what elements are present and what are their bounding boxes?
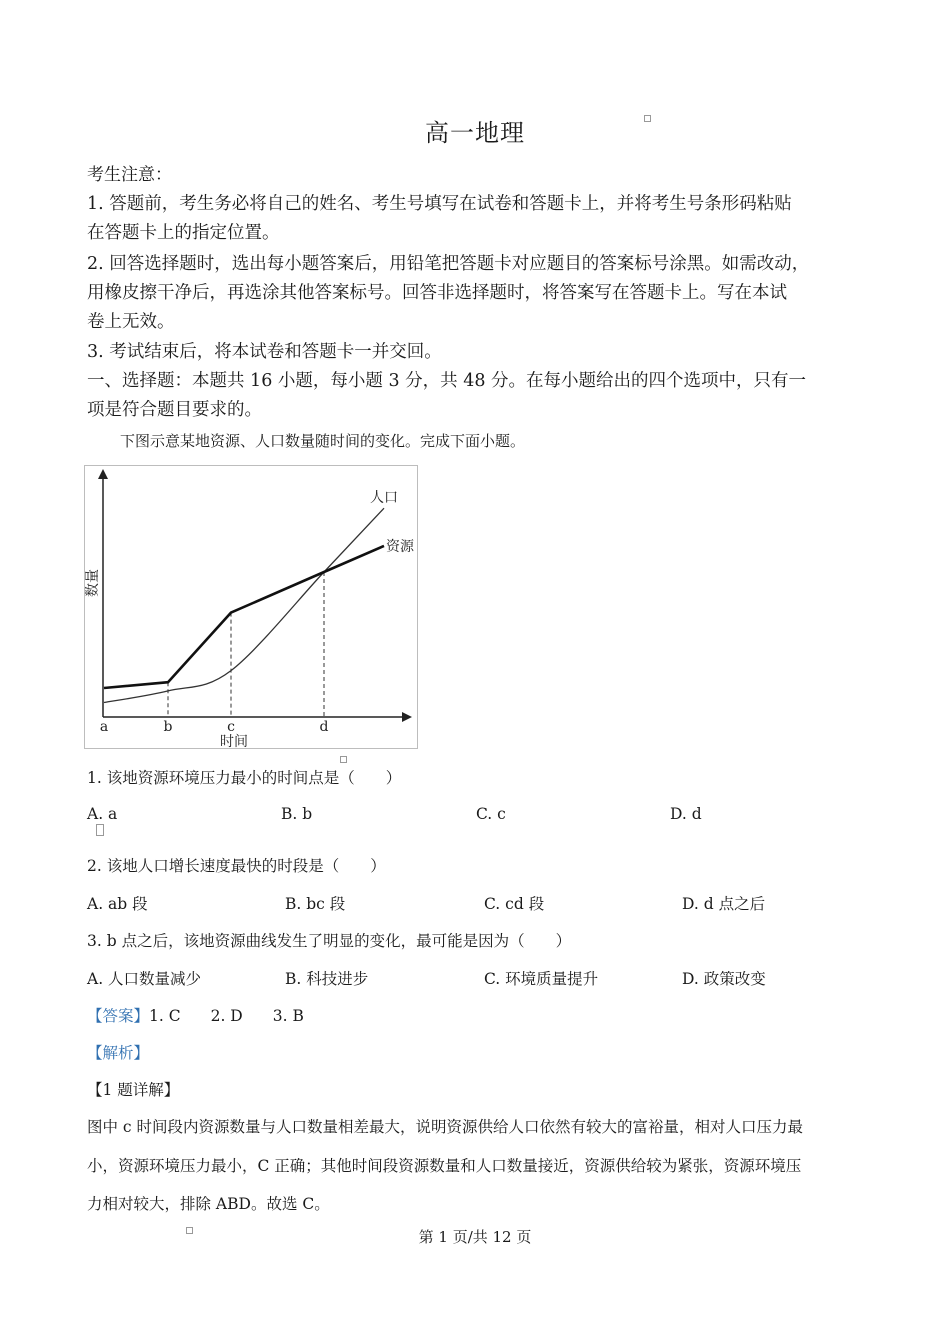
notice-item-2-cont: 用橡皮擦干净后，再选涂其他答案标号。回答非选择题时，将答案写在答题卡上。写在本试 bbox=[87, 283, 787, 303]
artifact-box bbox=[644, 115, 651, 122]
page-footer: 第 1 页/共 12 页 bbox=[418, 1228, 532, 1246]
q3-option-b[interactable]: B. 科技进步 bbox=[285, 970, 369, 988]
question-2-stem: 2. 该地人口增长速度最快的时段是（ ） bbox=[87, 857, 386, 875]
population-curve bbox=[104, 508, 384, 702]
x-tick-b: b bbox=[163, 719, 173, 735]
x-tick-d: d bbox=[319, 719, 329, 735]
q3-option-c[interactable]: C. 环境质量提升 bbox=[484, 970, 599, 988]
question-intro: 下图示意某地资源、人口数量随时间的变化。完成下面小题。 bbox=[120, 432, 526, 450]
q1-option-b[interactable]: B. b bbox=[281, 805, 313, 823]
explanation-line-2: 小，资源环境压力最小，C 正确；其他时间段资源数量和人口数量接近，资源供给较为紧张，资源环境压 bbox=[87, 1157, 802, 1175]
notice-item-2-cont2: 卷上无效。 bbox=[87, 312, 175, 332]
answer-tag: 【答案】 bbox=[87, 1007, 150, 1025]
y-axis-label: 数量 bbox=[85, 569, 101, 597]
notice-item-2: 2. 回答选择题时，选出每小题答案后，用铅笔把答题卡对应题目的答案标号涂黑。如需改动， bbox=[87, 254, 810, 274]
explanation-line-3: 力相对较大，排除 ABD。故选 C。 bbox=[87, 1195, 330, 1213]
notice-item-1: 1. 答题前，考生务必将自己的姓名、考生号填写在试卷和答题卡上，并将考生号条形码粘贴 bbox=[87, 194, 792, 214]
notice-heading: 考生注意： bbox=[87, 165, 172, 185]
q2-option-b[interactable]: B. bc 段 bbox=[285, 895, 346, 913]
section-header-cont: 项是符合题目要求的。 bbox=[87, 400, 262, 420]
resource-line bbox=[104, 546, 384, 688]
answer-line bbox=[87, 1004, 304, 1026]
detail-tag: 【1 题详解】 bbox=[87, 1081, 180, 1099]
notice-item-3: 3. 考试结束后，将本试卷和答题卡一并交回。 bbox=[87, 342, 442, 362]
notice-item-1-cont: 在答题卡上的指定位置。 bbox=[87, 223, 280, 243]
section-header: 一、选择题：本题共 16 小题，每小题 3 分，共 48 分。在每小题给出的四个选项中，只有一 bbox=[87, 371, 807, 391]
answer-2: 2. D bbox=[210, 1007, 243, 1025]
x-axis-label: 时间 bbox=[220, 734, 248, 749]
population-label: 人口 bbox=[370, 490, 398, 507]
explanation-line-1: 图中 c 时间段内资源数量与人口数量相差最大，说明资源供给人口依然有较大的富裕量，相对人口压力最 bbox=[87, 1118, 804, 1136]
resource-population-chart bbox=[84, 465, 418, 749]
q3-option-a[interactable]: A. 人口数量减少 bbox=[87, 970, 202, 988]
x-tick-a: a bbox=[99, 719, 109, 735]
q1-option-a[interactable]: A. a bbox=[87, 805, 118, 823]
question-3-stem: 3. b 点之后，该地资源曲线发生了明显的变化，最可能是因为（ ） bbox=[87, 932, 572, 950]
artifact-box bbox=[96, 824, 104, 836]
page-title: 高一地理 bbox=[425, 119, 525, 147]
q3-option-d[interactable]: D. 政策改变 bbox=[682, 970, 766, 988]
analysis-tag: 【解析】 bbox=[87, 1044, 150, 1062]
artifact-box bbox=[340, 756, 347, 763]
q2-option-a[interactable]: A. ab 段 bbox=[87, 895, 148, 913]
x-tick-c: c bbox=[227, 719, 235, 735]
q1-option-d[interactable]: D. d bbox=[670, 805, 702, 823]
answer-3: 3. B bbox=[272, 1007, 304, 1025]
resource-label: 资源 bbox=[386, 538, 414, 555]
q2-option-d[interactable]: D. d 点之后 bbox=[682, 895, 766, 913]
answer-1: 1. C bbox=[149, 1007, 181, 1025]
question-1-stem: 1. 该地资源环境压力最小的时间点是（ ） bbox=[87, 769, 402, 787]
q2-option-c[interactable]: C. cd 段 bbox=[484, 895, 545, 913]
q1-option-c[interactable]: C. c bbox=[476, 805, 506, 823]
